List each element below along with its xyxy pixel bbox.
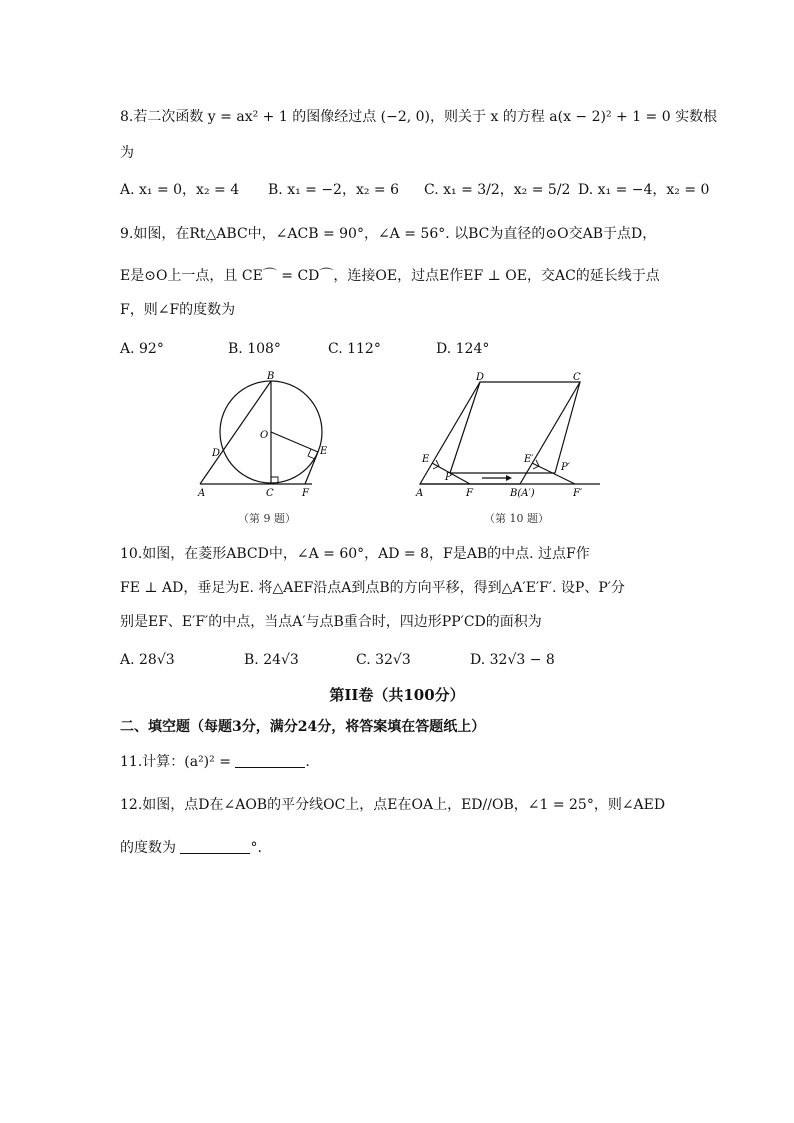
figure-10 bbox=[410, 370, 610, 510]
label-b: B bbox=[267, 371, 275, 382]
q12-tail: °. bbox=[250, 840, 262, 856]
q12-line1: 12.如图，点D在∠AOB的平分线OC上，点E在OA上，ED//OB，∠1 = 25°，则∠AED bbox=[120, 797, 666, 813]
q9-line1: 9.如图，在Rt△ABC中，∠ACB = 90°，∠A = 56°. 以BC为直径的⊙O交AB于点D， bbox=[120, 226, 657, 242]
q10-option-d: D. 32√3 − 8 bbox=[470, 652, 555, 668]
q11-text: 11.计算：(a²)² = bbox=[120, 754, 231, 770]
label-p2: P′ bbox=[561, 462, 570, 473]
figure-9-caption: （第 9 题） bbox=[238, 512, 296, 525]
q9-line2: E是⊙O上一点，且 CE⌒ = CD⌒，连接OE，过点E作EF ⊥ OE，交AC的延长线于点 bbox=[120, 268, 660, 284]
label-p: P bbox=[445, 472, 452, 483]
q12-line2 bbox=[120, 838, 262, 858]
q10-option-c: C. 32√3 bbox=[356, 652, 411, 668]
q11-line bbox=[120, 752, 310, 772]
label-f2: F′ bbox=[573, 488, 583, 499]
q10-option-b: B. 24√3 bbox=[244, 652, 299, 668]
q9-line3: F，则∠F的度数为 bbox=[120, 302, 236, 318]
q8-option-a: A. x₁ = 0，x₂ = 4 bbox=[120, 182, 240, 198]
label-c: C bbox=[573, 372, 581, 383]
figure-10-caption: （第 10 题） bbox=[484, 512, 549, 525]
q9-option-a: A. 92° bbox=[120, 341, 164, 357]
label-e: E bbox=[320, 446, 328, 457]
q8-option-b: B. x₁ = −2，x₂ = 6 bbox=[268, 182, 400, 198]
section-heading: 二、填空题（每题3分，满分24分，将答案填在答题纸上） bbox=[120, 719, 486, 735]
q8-line1: 8.若二次函数 y = ax² + 1 的图像经过点 (−2, 0)，则关于 x 的方程 a(x − 2)² + 1 = 0 实数根 bbox=[120, 109, 718, 125]
q8-line2: 为 bbox=[120, 145, 134, 161]
label-o: O bbox=[260, 430, 269, 441]
label-a: A bbox=[416, 488, 424, 499]
label-b: B(A′) bbox=[510, 488, 535, 499]
q10-line1: 10.如图，在菱形ABCD中，∠A = 60°，AD = 8，F是AB的中点. 过点F作 bbox=[120, 546, 590, 562]
figure-9 bbox=[190, 370, 340, 510]
label-f: F bbox=[466, 488, 473, 499]
q11-answer-blank[interactable] bbox=[235, 753, 305, 768]
q9-option-b: B. 108° bbox=[228, 341, 281, 357]
q12-text: 的度数为 bbox=[120, 840, 176, 856]
q8-option-d: D. x₁ = −4，x₂ = 0 bbox=[578, 182, 710, 198]
arrow-head bbox=[506, 475, 512, 481]
q10-line2: FE ⊥ AD，垂足为E. 将△AEF沿点A到点B的方向平移，得到△A′E′F′. 设P、P′分 bbox=[120, 580, 625, 596]
q11-tail: . bbox=[305, 754, 310, 770]
label-e: E bbox=[422, 454, 430, 465]
q8-option-c: C. x₁ = 3/2，x₂ = 5/2 bbox=[424, 182, 571, 198]
q9-option-c: C. 112° bbox=[328, 341, 381, 357]
label-d: D bbox=[476, 372, 485, 383]
line-p2c bbox=[555, 382, 580, 473]
label-f: F bbox=[302, 488, 309, 499]
q10-option-a: A. 28√3 bbox=[120, 652, 175, 668]
label-e2: E′ bbox=[524, 454, 534, 465]
line-pd bbox=[450, 382, 480, 473]
label-a: A bbox=[198, 488, 206, 499]
q9-option-d: D. 124° bbox=[436, 341, 490, 357]
label-c: C bbox=[266, 488, 274, 499]
section-title: 第II卷（共100分） bbox=[329, 686, 465, 704]
label-d: D bbox=[212, 448, 221, 459]
q12-answer-blank[interactable] bbox=[180, 839, 250, 854]
q10-line3: 别是EF、E′F′的中点，当点A′与点B重合时，四边形PP′CD的面积为 bbox=[120, 614, 542, 630]
